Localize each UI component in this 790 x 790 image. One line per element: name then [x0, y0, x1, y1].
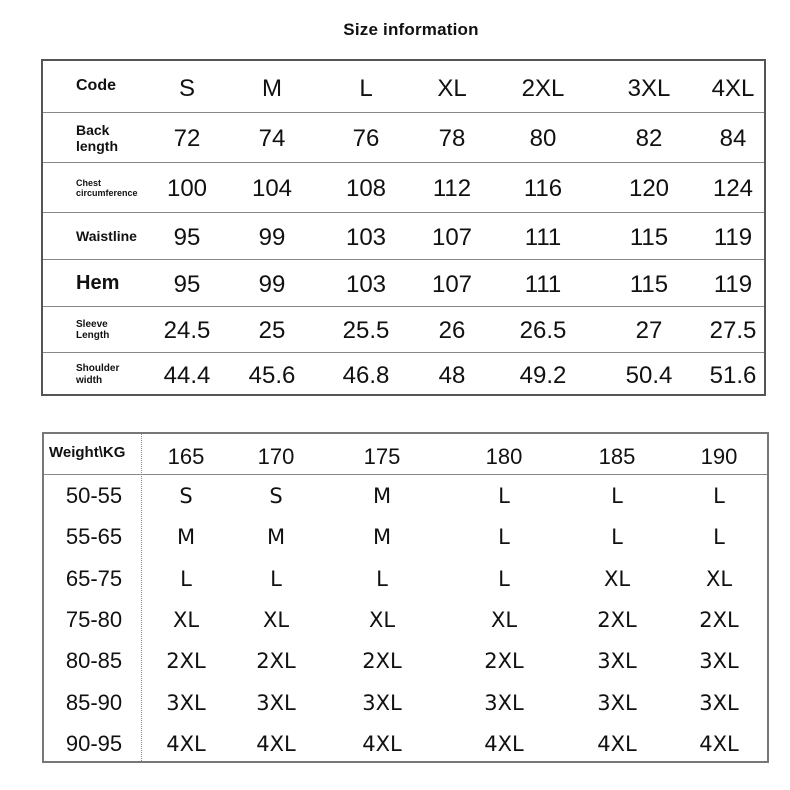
measurement-value-cell: 76: [352, 125, 380, 152]
size-header-cell: S: [178, 75, 196, 102]
recommended-size-cell: L: [376, 566, 388, 591]
measurement-value-cell: 119: [713, 223, 753, 251]
recommended-size-cell: 3XL: [597, 649, 637, 674]
weight-range-label: 55-65: [65, 524, 123, 550]
measurement-value-cell: 45.6: [248, 361, 296, 389]
height-header-cell: 190: [700, 444, 738, 469]
measurement-label-line: Hem: [76, 272, 120, 294]
measurement-label-line: length: [76, 137, 118, 154]
recommended-size-cell: 4XL: [597, 731, 637, 756]
recommended-size-cell: 3XL: [699, 690, 739, 715]
recommended-size-cell: L: [713, 525, 725, 550]
recommended-size-cell: L: [611, 484, 623, 508]
measurement-value-cell: 74: [258, 125, 286, 152]
recommended-size-cell: 3XL: [362, 690, 402, 715]
size-header-cell: L: [359, 75, 373, 102]
measurement-value-cell: 99: [258, 223, 286, 251]
weight-range-label: 90-95: [65, 730, 123, 756]
recommended-size-cell: XL: [603, 566, 631, 591]
size-header-cell: M: [262, 75, 282, 102]
recommended-size-cell: XL: [705, 566, 733, 591]
weight-range-label: 80-85: [65, 648, 123, 674]
measurement-value-cell: 120: [628, 175, 670, 202]
size-header-cell: 4XL: [711, 75, 755, 102]
measurement-value-cell: 124: [712, 175, 754, 202]
recommended-size-cell: XL: [368, 607, 396, 632]
measurement-value-cell: 27: [635, 317, 663, 344]
fit-table-row: [44, 640, 767, 681]
measurement-label-line: Sleeve: [76, 318, 108, 330]
measurement-value-cell: 103: [345, 223, 387, 251]
recommended-size-cell: 4XL: [362, 731, 402, 756]
recommended-size-cell: 2XL: [699, 607, 739, 632]
measurement-value-cell: 80: [529, 125, 557, 152]
measurement-value-cell: 100: [166, 175, 208, 202]
recommended-size-cell: 2XL: [484, 649, 524, 674]
weight-height-fit-table: [42, 432, 769, 763]
measurement-value-cell: 108: [345, 175, 387, 202]
recommended-size-cell: 3XL: [699, 649, 739, 674]
size-table-row: [43, 163, 764, 213]
recommended-size-cell: M: [176, 525, 196, 550]
measurement-value-cell: 49.2: [519, 361, 567, 389]
measurement-value-cell: 95: [173, 223, 201, 251]
measurement-label-line: Chest: [76, 177, 102, 188]
fit-table-row: [44, 599, 767, 640]
measurement-value-cell: 50.4: [625, 361, 673, 389]
fit-table-row: [44, 558, 767, 599]
fit-table-row: [44, 475, 767, 516]
height-header-cell: 165: [167, 444, 205, 469]
recommended-size-cell: XL: [490, 607, 518, 632]
size-table-row: [43, 113, 764, 163]
recommended-size-cell: 2XL: [166, 649, 206, 674]
measurement-label-line: circumference: [76, 187, 138, 198]
recommended-size-cell: 3XL: [484, 690, 524, 715]
measurement-value-cell: 115: [629, 270, 669, 298]
recommended-size-cell: XL: [262, 607, 290, 632]
measurement-value-cell: 107: [431, 270, 473, 298]
measurement-label-line: Length: [76, 330, 110, 341]
measurement-label-line: Back: [76, 121, 110, 138]
measurement-value-cell: 51.6: [709, 361, 757, 389]
measurement-value-cell: 99: [258, 270, 286, 298]
measurement-value-cell: 103: [345, 270, 387, 298]
measurement-value-cell: 26.5: [519, 317, 567, 344]
recommended-size-cell: L: [180, 566, 192, 591]
measurement-label: [76, 363, 119, 386]
recommended-size-cell: 4XL: [166, 731, 206, 756]
weight-range-label: 85-90: [65, 689, 123, 715]
measurement-value-cell: 95: [173, 270, 201, 298]
weight-range-label: 65-75: [65, 565, 123, 591]
size-table-header-row: [43, 61, 764, 113]
measurement-label: [76, 319, 109, 342]
recommended-size-cell: L: [498, 525, 510, 550]
size-header-cell: 3XL: [627, 75, 671, 102]
measurement-label: [76, 272, 119, 295]
measurement-value-cell: 26: [438, 317, 466, 344]
measurement-value-cell: 112: [432, 175, 472, 202]
measurement-label-line: Waistline: [76, 228, 137, 245]
weight-range-label: 50-55: [65, 483, 123, 508]
height-header-cell: 170: [257, 444, 295, 469]
fit-table-row: [44, 723, 767, 764]
recommended-size-cell: L: [498, 566, 510, 591]
recommended-size-cell: 3XL: [166, 690, 206, 715]
recommended-size-cell: L: [270, 566, 282, 591]
recommended-size-cell: L: [713, 484, 725, 508]
recommended-size-cell: 2XL: [362, 649, 402, 674]
size-measurements-table: [41, 59, 766, 396]
measurement-label: [76, 178, 138, 199]
height-header-cell: 175: [363, 444, 401, 469]
measurement-value-cell: 24.5: [163, 317, 211, 344]
size-table-row: [43, 260, 764, 307]
measurement-value-cell: 111: [524, 223, 562, 251]
measurement-value-cell: 78: [438, 125, 466, 152]
recommended-size-cell: 3XL: [597, 690, 637, 715]
measurement-value-cell: 116: [523, 175, 563, 202]
measurement-value-cell: 119: [713, 270, 753, 298]
recommended-size-cell: S: [269, 484, 283, 508]
recommended-size-cell: 2XL: [597, 607, 637, 632]
size-header-cell: 2XL: [521, 75, 565, 102]
page-title: Size information: [343, 20, 479, 39]
height-header-cell: 185: [598, 444, 636, 469]
measurement-value-cell: 72: [173, 125, 201, 152]
fit-table-row: [44, 516, 767, 557]
recommended-size-cell: M: [266, 525, 286, 550]
measurement-value-cell: 25.5: [342, 317, 390, 344]
size-table-row: [43, 307, 764, 353]
recommended-size-cell: XL: [172, 607, 200, 632]
measurement-value-cell: 107: [431, 223, 473, 251]
recommended-size-cell: L: [611, 525, 623, 550]
measurement-value-cell: 82: [635, 125, 663, 152]
recommended-size-cell: 3XL: [256, 690, 296, 715]
weight-range-label: 75-80: [65, 606, 123, 632]
measurement-value-cell: 84: [719, 125, 747, 152]
fit-table-row: [44, 682, 767, 723]
recommended-size-cell: 4XL: [699, 731, 739, 756]
measurement-label: [76, 122, 118, 154]
measurement-value-cell: 44.4: [163, 361, 211, 389]
size-table-header-label: Code: [76, 77, 116, 94]
measurement-value-cell: 25: [258, 317, 286, 344]
measurement-value-cell: 48: [438, 361, 466, 389]
recommended-size-cell: L: [498, 484, 510, 508]
size-table-row: [43, 213, 764, 260]
measurement-label: [76, 228, 137, 244]
measurement-label-line: width: [76, 374, 103, 386]
recommended-size-cell: S: [179, 484, 193, 508]
recommended-size-cell: M: [372, 484, 392, 508]
size-header-cell: XL: [437, 75, 467, 102]
size-table-row: [43, 353, 764, 396]
measurement-value-cell: 111: [524, 270, 562, 298]
measurement-value-cell: 27.5: [709, 317, 757, 344]
recommended-size-cell: 4XL: [256, 731, 296, 756]
recommended-size-cell: 4XL: [484, 731, 524, 756]
fit-table-header-row: [44, 434, 767, 475]
measurement-value-cell: 104: [251, 175, 293, 202]
fit-table-corner-label: Weight\KG: [49, 444, 126, 461]
recommended-size-cell: M: [372, 525, 392, 550]
height-header-cell: 180: [485, 444, 523, 469]
recommended-size-cell: 2XL: [256, 649, 296, 674]
measurement-label-line: Shoulder: [76, 363, 120, 374]
measurement-value-cell: 115: [629, 223, 669, 251]
measurement-value-cell: 46.8: [342, 361, 390, 389]
